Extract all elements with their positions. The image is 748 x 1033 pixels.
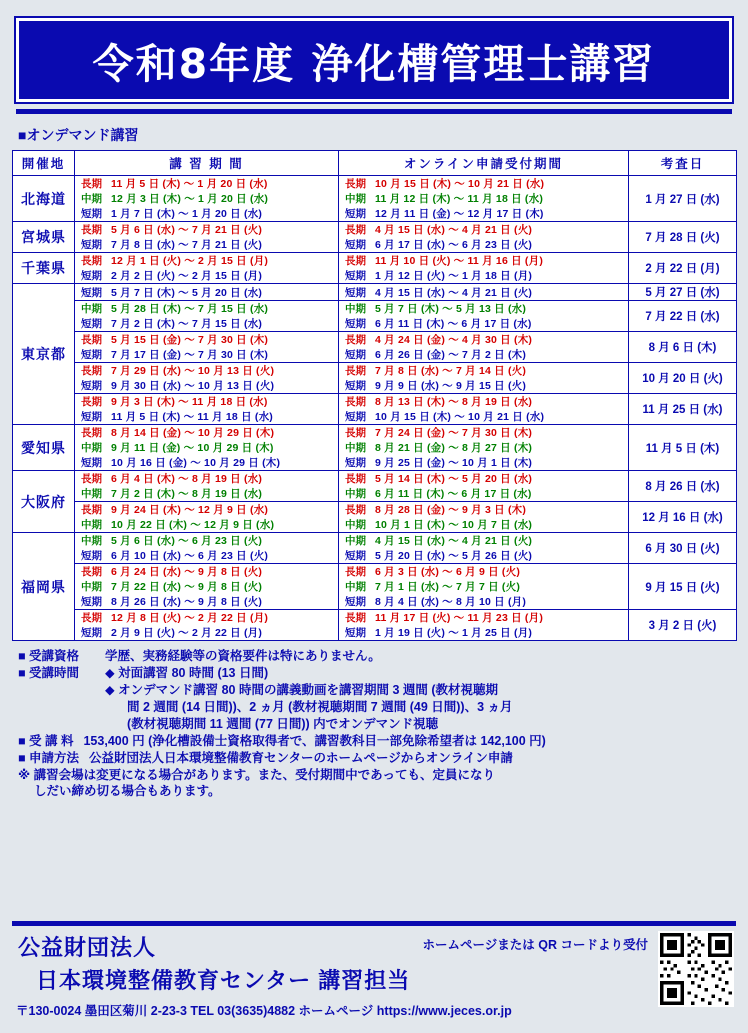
term-dates: 2 月 9 日 (火) ～ 2 月 22 日 (月) [111,627,263,639]
online-dates: 10 月 15 日 (木) ～ 10 月 21 日 (水) [375,411,545,423]
term-line [75,594,338,609]
term-dates: 7 月 8 日 (水) ～ 7 月 21 日 (火) [111,239,263,251]
term-line [75,486,338,501]
online-dates: 4 月 15 日 (水) ～ 4 月 21 日 (火) [375,535,533,547]
cell-exam-date: 8 月 26 日 (水) [629,471,737,502]
online-type-tag: 短期 [345,457,366,469]
term-type-tag: 中期 [81,193,102,205]
term-type-tag: 短期 [81,380,102,392]
term-dates: 5 月 7 日 (木) ～ 5 月 20 日 (水) [111,286,263,299]
cell-term [75,394,339,425]
cell-term [75,284,339,301]
online-type-tag: 短期 [345,239,366,251]
term-dates: 5 月 15 日 (金) ～ 7 月 30 日 (木) [111,334,269,346]
term-line [75,206,338,221]
cell-exam-date: 6 月 30 日 (火) [629,533,737,564]
cell-online [339,394,629,425]
online-type-tag: 中期 [345,303,366,315]
online-dates: 10 月 15 日 (木) ～ 10 月 21 日 (水) [375,178,545,190]
term-dates: 7 月 2 日 (木) ～ 7 月 15 日 (水) [111,318,263,330]
online-dates: 7 月 8 日 (水) ～ 7 月 14 日 (火) [375,365,527,377]
cell-exam-date: 12 月 16 日 (水) [629,502,737,533]
note-hours-line3: 間 2 週間 (14 日間))、2 ヵ月 (教材視聴期間 7 週間 (49 日間))、3 ヵ月 [127,700,513,714]
cell-online [339,284,629,301]
term-type-tag: 中期 [81,442,102,454]
online-type-tag: 短期 [345,627,366,639]
online-type-tag: 短期 [345,596,366,608]
term-dates: 7 月 2 日 (木) ～ 8 月 19 日 (水) [111,488,263,500]
cell-place: 東京都 [13,284,75,425]
note-fee-label: ■ 受 講 料 [18,734,74,748]
term-type-tag: 長期 [81,504,102,516]
term-type-tag: 短期 [81,239,102,251]
online-type-tag: 長期 [345,224,366,236]
term-dates: 6 月 10 日 (水) ～ 6 月 23 日 (火) [111,550,269,562]
cell-online [339,222,629,253]
term-dates: 11 月 5 日 (木) ～ 11 月 18 日 (水) [111,411,273,423]
term-dates: 9 月 3 日 (木) ～ 11 月 18 日 (水) [111,396,268,408]
term-dates: 5 月 6 日 (水) ～ 7 月 21 日 (火) [111,224,263,236]
cell-term [75,425,339,471]
online-dates: 4 月 24 日 (金) ～ 4 月 30 日 (木) [375,334,533,346]
online-line [339,253,628,268]
online-type-tag: 中期 [345,519,366,531]
table-row [13,425,737,471]
cell-exam-date: 7 月 28 日 (火) [629,222,737,253]
online-type-tag: 短期 [345,208,366,220]
online-type-tag: 短期 [345,286,366,299]
online-line [339,409,628,424]
online-dates: 8 月 13 日 (木) ～ 8 月 19 日 (水) [375,396,533,408]
page-title: 令和8年度 浄化槽管理士講習 [92,39,656,88]
note-caution-line2: しだい締め切る場合もあります。 [34,784,221,798]
cell-term [75,502,339,533]
term-type-tag: 中期 [81,519,102,531]
online-dates: 12 月 11 日 (金) ～ 12 月 17 日 (木) [375,208,544,220]
term-type-tag: 長期 [81,178,102,190]
online-dates: 1 月 12 日 (火) ～ 1 月 18 日 (月) [375,270,533,282]
cell-online [339,301,629,332]
term-line [75,502,338,517]
term-type-tag: 長期 [81,365,102,377]
note-hours-label: ■ 受講時間 [18,666,80,680]
note-hours-line1: ◆ 対面講習 80 時間 (13 日間) [105,666,269,680]
online-dates: 4 月 15 日 (水) ～ 4 月 21 日 (火) [375,224,533,236]
online-line [339,285,628,300]
term-line [75,394,338,409]
online-dates: 5 月 7 日 (木) ～ 5 月 13 日 (水) [375,303,527,315]
cell-term [75,222,339,253]
note-qualification-label: ■ 受講資格 [18,649,80,663]
note-caution-line1: ※ 講習会場は変更になる場合があります。また、受付期間中であっても、定員になり [18,768,496,782]
term-dates: 12 月 8 日 (火) ～ 2 月 22 日 (月) [111,612,269,624]
term-dates: 9 月 24 日 (木) ～ 12 月 9 日 (水) [111,504,269,516]
note-hours [18,665,730,681]
term-dates: 10 月 16 日 (金) ～ 10 月 29 日 (木) [111,457,281,469]
cell-online [339,533,629,564]
term-dates: 8 月 14 日 (金) ～ 10 月 29 日 (木) [111,427,275,439]
cell-online [339,502,629,533]
table-header-row [13,151,737,176]
online-type-tag: 長期 [345,566,366,578]
term-dates: 12 月 1 日 (火) ～ 2 月 15 日 (月) [111,255,269,267]
term-type-tag: 短期 [81,349,102,361]
online-dates: 9 月 25 日 (金) ～ 10 月 1 日 (木) [375,457,533,469]
cell-term [75,253,339,284]
term-dates: 7 月 29 日 (水) ～ 10 月 13 日 (火) [111,365,275,377]
footer-org-line2: 日本環境整備教育センター 講習担当 [36,968,411,993]
term-line [75,347,338,362]
cell-place: 愛知県 [13,425,75,471]
note-fee-value: 153,400 円 (浄化槽設備士資格取得者で、講習教科目一部免除希望者は 142,100 円) [83,734,546,748]
cell-term [75,471,339,502]
cell-place: 福岡県 [13,533,75,641]
cell-online [339,425,629,471]
col-header-exam: 考査日 [629,151,737,176]
term-line [75,301,338,316]
term-dates: 1 月 7 日 (木) ～ 1 月 20 日 (水) [111,208,263,220]
cell-online [339,332,629,363]
online-type-tag: 長期 [345,504,366,516]
note-fee [18,733,730,749]
term-dates: 11 月 5 日 (木) ～ 1 月 20 日 (水) [111,178,268,190]
online-type-tag: 長期 [345,178,366,190]
term-dates: 6 月 24 日 (水) ～ 9 月 8 日 (火) [111,566,263,578]
term-line [75,409,338,424]
online-dates: 11 月 17 日 (火) ～ 11 月 23 日 (月) [375,612,544,624]
term-dates: 8 月 26 日 (水) ～ 9 月 8 日 (火) [111,596,263,608]
note-apply-label: ■ 申請方法 [18,751,80,765]
term-dates: 9 月 30 日 (水) ～ 10 月 13 日 (火) [111,380,275,392]
table-row [13,253,737,284]
cell-exam-date: 11 月 5 日 (木) [629,425,737,471]
online-line [339,332,628,347]
schedule-table [12,150,737,641]
online-type-tag: 短期 [345,380,366,392]
term-line [75,316,338,331]
table-row [13,564,737,610]
online-line [339,517,628,532]
term-line [75,517,338,532]
term-dates: 12 月 3 日 (木) ～ 1 月 20 日 (水) [111,193,269,205]
cell-place: 千葉県 [13,253,75,284]
online-dates: 11 月 12 日 (木) ～ 11 月 18 日 (水) [375,193,544,205]
cell-place: 宮城県 [13,222,75,253]
online-type-tag: 中期 [345,193,366,205]
footer-address: 〒130-0024 墨田区菊川 2-23-3 TEL 03(3635)4882 ホームページ https://www.jeces.or.jp [16,1004,512,1018]
online-line [339,455,628,470]
term-line [75,579,338,594]
cell-term [75,564,339,610]
online-type-tag: 短期 [345,411,366,423]
online-line [339,378,628,393]
term-type-tag: 短期 [81,457,102,469]
online-type-tag: 中期 [345,442,366,454]
online-line [339,502,628,517]
note-qualification [18,648,730,664]
online-type-tag: 短期 [345,318,366,330]
term-dates: 7 月 17 日 (金) ～ 7 月 30 日 (木) [111,349,269,361]
cell-term [75,610,339,641]
online-line [339,425,628,440]
col-header-online: オンライン申請受付期間 [339,151,629,176]
term-type-tag: 短期 [81,411,102,423]
term-type-tag: 長期 [81,612,102,624]
term-dates: 5 月 6 日 (水) ～ 6 月 23 日 (火) [111,535,263,547]
term-line [75,222,338,237]
cell-exam-date: 7 月 22 日 (水) [629,301,737,332]
term-type-tag: 長期 [81,396,102,408]
term-line [75,176,338,191]
term-type-tag: 短期 [81,596,102,608]
table-row [13,394,737,425]
section-heading: ■オンデマンド講習 [18,127,139,143]
term-line [75,564,338,579]
term-line [75,425,338,440]
footer [12,921,736,1029]
table-row [13,176,737,222]
online-line [339,471,628,486]
table-row [13,502,737,533]
term-type-tag: 中期 [81,488,102,500]
cell-online [339,471,629,502]
online-line [339,440,628,455]
online-dates: 11 月 10 日 (火) ～ 11 月 16 日 (月) [375,255,544,267]
online-type-tag: 長期 [345,396,366,408]
term-line [75,191,338,206]
online-type-tag: 短期 [345,550,366,562]
online-dates: 7 月 24 日 (金) ～ 7 月 30 日 (木) [375,427,533,439]
term-dates: 2 月 2 日 (火) ～ 2 月 15 日 (月) [111,270,263,282]
footer-org-line1: 公益財団法人 [18,935,157,960]
term-line [75,471,338,486]
online-dates: 6 月 11 日 (木) ～ 6 月 17 日 (水) [375,488,532,500]
online-line [339,222,628,237]
online-line [339,268,628,283]
notes-block [18,648,730,799]
online-line [339,579,628,594]
cell-term [75,332,339,363]
term-line [75,363,338,378]
online-line [339,301,628,316]
term-line [75,253,338,268]
online-type-tag: 短期 [345,270,366,282]
term-type-tag: 中期 [81,303,102,315]
online-type-tag: 短期 [345,349,366,361]
note-apply-value: 公益財団法人日本環境整備教育センターのホームページからオンライン申請 [89,751,513,765]
cell-exam-date: 5 月 27 日 (水) [629,284,737,301]
online-line [339,191,628,206]
online-line [339,237,628,252]
title-underline [16,109,732,114]
online-dates: 6 月 3 日 (水) ～ 6 月 9 日 (火) [375,566,521,578]
qr-code-icon[interactable] [658,931,734,1007]
online-line [339,610,628,625]
term-line [75,378,338,393]
online-line [339,347,628,362]
cell-exam-date: 3 月 2 日 (火) [629,610,737,641]
term-type-tag: 長期 [81,224,102,236]
term-type-tag: 短期 [81,550,102,562]
table-row [13,471,737,502]
cell-exam-date: 1 月 27 日 (水) [629,176,737,222]
term-dates: 5 月 28 日 (木) ～ 7 月 15 日 (水) [111,303,269,315]
online-line [339,176,628,191]
online-dates: 6 月 26 日 (金) ～ 7 月 2 日 (木) [375,349,527,361]
online-dates: 1 月 19 日 (火) ～ 1 月 25 日 (月) [375,627,533,639]
col-header-term: 講 習 期 間 [75,151,339,176]
term-type-tag: 長期 [81,473,102,485]
term-line [75,455,338,470]
footer-web-note: ホームページまたは QR コードより受付 [422,938,648,952]
online-line [339,363,628,378]
term-type-tag: 長期 [81,427,102,439]
cell-online [339,176,629,222]
online-type-tag: 長期 [345,334,366,346]
online-type-tag: 長期 [345,365,366,377]
table-row [13,301,737,332]
online-line [339,486,628,501]
table-row [13,610,737,641]
term-dates: 10 月 22 日 (木) ～ 12 月 9 日 (水) [111,519,275,531]
table-row [13,222,737,253]
online-line [339,548,628,563]
online-dates: 6 月 11 日 (木) ～ 6 月 17 日 (水) [375,318,532,330]
title-banner [16,18,732,102]
term-type-tag: 長期 [81,255,102,267]
cell-term [75,301,339,332]
online-type-tag: 長期 [345,473,366,485]
online-type-tag: 中期 [345,535,366,547]
term-line [75,533,338,548]
note-hours-line4: (教材視聴期間 11 週間 (77 日間)) 内でオンデマンド視聴 [127,717,439,731]
term-line [75,268,338,283]
term-dates: 6 月 4 日 (木) ～ 8 月 19 日 (水) [111,473,263,485]
term-type-tag: 短期 [81,208,102,220]
online-dates: 5 月 20 日 (水) ～ 5 月 26 日 (火) [375,550,533,562]
term-type-tag: 長期 [81,566,102,578]
term-type-tag: 短期 [81,286,102,299]
term-type-tag: 中期 [81,535,102,547]
online-dates: 8 月 21 日 (金) ～ 8 月 27 日 (木) [375,442,533,454]
cell-exam-date: 8 月 6 日 (木) [629,332,737,363]
cell-term [75,533,339,564]
table-row [13,332,737,363]
term-line [75,237,338,252]
table-row [13,533,737,564]
cell-online [339,610,629,641]
online-dates: 5 月 14 日 (木) ～ 5 月 20 日 (水) [375,473,533,485]
cell-online [339,253,629,284]
online-dates: 8 月 28 日 (金) ～ 9 月 3 日 (木) [375,504,527,516]
term-type-tag: 中期 [81,581,102,593]
online-line [339,533,628,548]
cell-online [339,363,629,394]
term-dates: 9 月 11 日 (金) ～ 10 月 29 日 (木) [111,442,274,454]
note-qualification-value: 学歴、実務経験等の資格要件は特にありません。 [105,649,381,663]
table-row [13,363,737,394]
col-header-place: 開催地 [13,151,75,176]
cell-term [75,363,339,394]
online-dates: 9 月 9 日 (水) ～ 9 月 15 日 (火) [375,380,527,392]
online-dates: 4 月 15 日 (水) ～ 4 月 21 日 (火) [375,286,533,299]
online-line [339,316,628,331]
online-dates: 6 月 17 日 (水) ～ 6 月 23 日 (火) [375,239,533,251]
online-line [339,394,628,409]
term-type-tag: 長期 [81,334,102,346]
cell-place: 北海道 [13,176,75,222]
note-apply [18,750,730,766]
online-dates: 7 月 1 日 (水) ～ 7 月 7 日 (火) [375,581,521,593]
cell-exam-date: 9 月 15 日 (火) [629,564,737,610]
online-type-tag: 中期 [345,581,366,593]
online-line [339,594,628,609]
cell-term [75,176,339,222]
online-line [339,564,628,579]
cell-exam-date: 10 月 20 日 (火) [629,363,737,394]
table-row [13,284,737,301]
term-line [75,610,338,625]
online-line [339,206,628,221]
cell-online [339,564,629,610]
term-type-tag: 短期 [81,270,102,282]
online-line [339,625,628,640]
online-type-tag: 長期 [345,427,366,439]
online-dates: 8 月 4 日 (水) ～ 8 月 10 日 (月) [375,596,527,608]
term-dates: 7 月 22 日 (水) ～ 9 月 8 日 (火) [111,581,263,593]
cell-place: 大阪府 [13,471,75,533]
online-dates: 10 月 1 日 (木) ～ 10 月 7 日 (水) [375,519,533,531]
term-line [75,285,338,300]
term-line [75,332,338,347]
cell-exam-date: 11 月 25 日 (水) [629,394,737,425]
online-type-tag: 中期 [345,488,366,500]
note-hours-line2: ◆ オンデマンド講習 80 時間の講義動画を講習期間 3 週間 (教材視聴期 [105,683,499,697]
cell-exam-date: 2 月 22 日 (月) [629,253,737,284]
term-line [75,625,338,640]
online-type-tag: 長期 [345,612,366,624]
term-line [75,440,338,455]
term-line [75,548,338,563]
online-type-tag: 長期 [345,255,366,267]
term-type-tag: 短期 [81,318,102,330]
term-type-tag: 短期 [81,627,102,639]
